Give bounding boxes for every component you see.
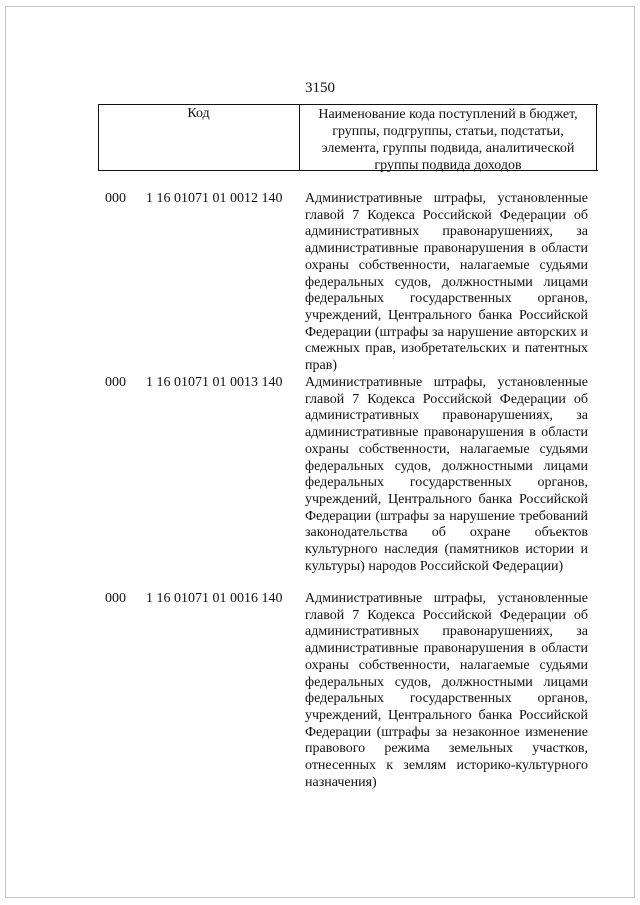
row-admin-code: 000 <box>105 191 126 206</box>
row-description: Административные штрафы, установленные главой 7 Кодекса Российской Федерации об административных правонарушениях, за административные правонарушения в области охраны собственности, налагаемые судьями федеральных судов, должностными лицами федеральных государственных органов, учреждений, Центрального банка Российской Федерации (штрафы за незаконное изменение правового режима земельных участков, отнесенных к землям историко-культурного назначения) <box>305 591 588 790</box>
row-budget-code: 1 16 01071 01 0016 140 <box>146 591 283 606</box>
row-budget-code: 1 16 01071 01 0013 140 <box>146 375 283 390</box>
header-top-rule <box>98 104 598 105</box>
row-admin-code: 000 <box>105 375 126 390</box>
row-budget-code: 1 16 01071 01 0012 140 <box>146 191 283 206</box>
header-code-label: Код <box>187 106 210 121</box>
table-header <box>98 104 598 172</box>
header-column-divider <box>299 104 300 171</box>
header-right-border <box>596 104 597 171</box>
row-description: Административные штрафы, установленные главой 7 Кодекса Российской Федерации об административных правонарушениях, за административные правонарушения в области охраны собственности, налагаемые судьями федеральных судов, должностными лицами федеральных государственных органов, учреждений, Центрального банка Российской Федерации (штрафы за нарушение требований законодательства об охране объектов культурного наследия (памятников истории и культуры) народов Российской Федерации) <box>305 375 588 574</box>
page-number: 3150 <box>305 80 335 96</box>
row-description: Административные штрафы, установленные главой 7 Кодекса Российской Федерации об административных правонарушениях, за административные правонарушения в области охраны собственности, налагаемые судьями федеральных судов, должностными лицами федеральных государственных органов, учреждений, Центрального банка Российской Федерации (штрафы за нарушение авторских и смежных прав, изобретательских и патентных прав) <box>305 191 588 374</box>
row-admin-code: 000 <box>105 591 126 606</box>
header-name-label: Наименование кода поступлений в бюджет, группы, подгруппы, статьи, подстатьи, элемента, группы подвида, аналитической группы подвида доходов <box>318 107 578 173</box>
